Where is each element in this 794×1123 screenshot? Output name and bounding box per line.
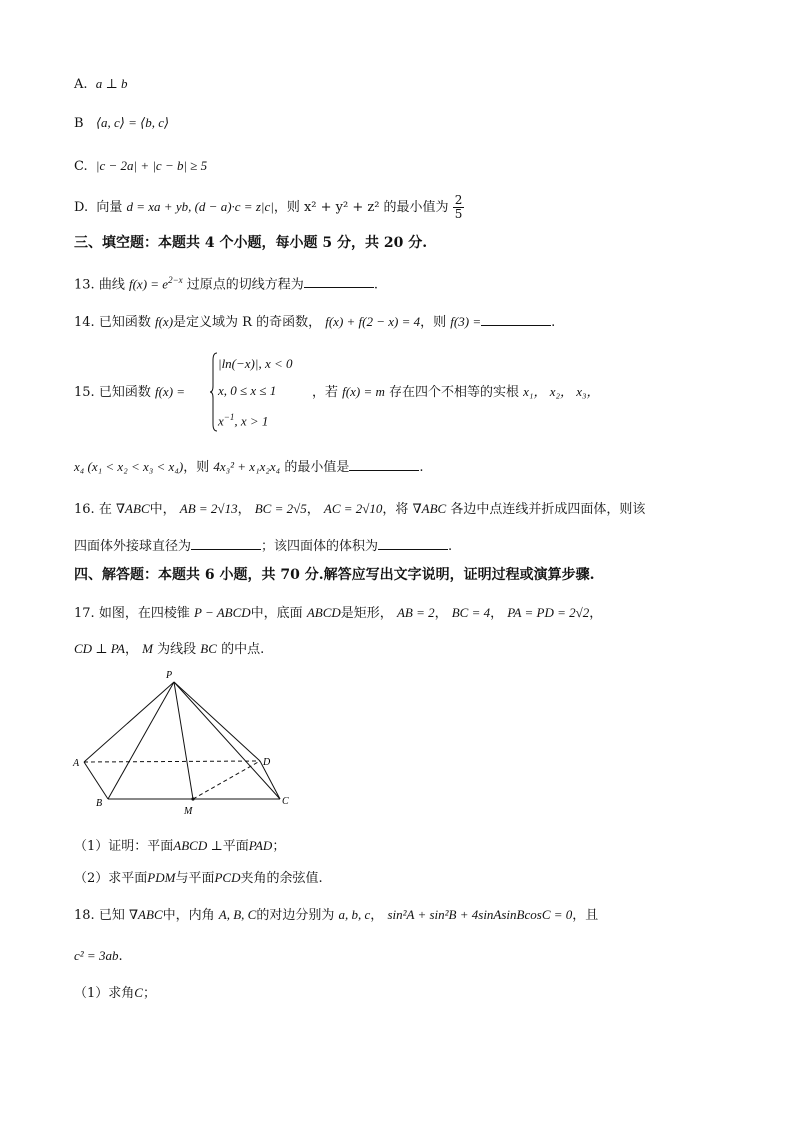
q17-expr-c: AB = 2 [396, 605, 435, 620]
q18-part1-a: （1）求角 [74, 986, 135, 1001]
q17-part1-b: 平面 [222, 839, 249, 854]
q16-diameter-blank [191, 535, 261, 550]
q15-roots: x₁， x₂， x₃， [523, 384, 600, 399]
q15-expr-b: f(x) = m [342, 384, 385, 399]
q17-part2-b: 与平面 [175, 871, 215, 886]
q15-piece-3-tail: , x > 1 [234, 413, 269, 429]
q15-piece-3 [218, 407, 268, 431]
question-18-part-1 [74, 983, 156, 1004]
edge-pa [84, 682, 174, 762]
q16-text-b: 中， [149, 502, 176, 517]
question-18-line-2 [74, 946, 123, 967]
edge-pb [108, 682, 174, 799]
question-15-cont [312, 382, 600, 403]
q17-part2-a: （2）求平面 [74, 871, 148, 886]
pyramid-figure [70, 668, 300, 820]
q16-end: . [448, 539, 453, 554]
q17-part1-expr-a: ABCD ⊥ [173, 838, 223, 853]
question-13 [74, 270, 378, 295]
q17-line2-expr-c: BC [200, 641, 217, 656]
q14-number: 14. [74, 315, 95, 330]
q17-text-b: 中，底面 [250, 606, 303, 621]
q17-line2-expr-a: CD ⊥ PA [74, 641, 125, 656]
q14-text-a: 已知函数 [98, 315, 151, 330]
edge-ad-hidden [84, 761, 260, 762]
q17-number: 17. [74, 606, 95, 621]
q17-part2-c: 夹角的余弦值. [240, 871, 323, 886]
q13-text-a: 曲线 [98, 277, 125, 293]
piecewise-brace [210, 352, 218, 432]
option-c-expr: |c − 2a| + |c − b| ≥ 5 [95, 158, 208, 173]
q18-expr-c: a, b, c [338, 907, 371, 922]
q15-text-b: ，若 [312, 385, 339, 400]
q15-number: 15. [74, 385, 95, 400]
q13-exponent: 2−x [168, 275, 183, 285]
q14-end: . [551, 315, 556, 330]
q15-answer-blank [349, 456, 419, 471]
q15-line2-text-a: ，则 [183, 460, 210, 475]
q16-volume-blank [378, 535, 448, 550]
q14-answer-blank [481, 311, 551, 326]
option-c [74, 156, 207, 177]
q18-text-b: 中，内角 [162, 908, 215, 923]
q15-line2-text-b: 的最小值是 [284, 460, 350, 475]
q15-line2-expr: x₄ (x₁ < x₂ < x₃ < x₄) [74, 459, 184, 474]
q15-text-c: 存在四个不相等的实根 [389, 385, 520, 400]
q16-expr-d: AC = 2√10 [323, 501, 383, 516]
edge-pd [174, 682, 260, 761]
q17-line2-expr-b: M [142, 641, 153, 656]
q15-text-a: 已知函数 [98, 385, 151, 400]
q16-text-c: ，将 [382, 502, 409, 517]
option-d-fraction [453, 194, 465, 221]
q17-expr-b: ABCD [306, 605, 341, 620]
q14-text-c: ，则 [420, 315, 447, 330]
q14-expr-c: f(3) = [450, 314, 482, 329]
q18-line2-end: . [118, 949, 123, 964]
q14-expr-b: f(x) + f(2 − x) = 4 [325, 314, 421, 329]
q18-line2-expr: c² = 3ab [74, 948, 119, 963]
question-17: 17. 如图，在四棱锥 P − ABCD中，底面 ABCD是矩形， AB = 2， BC = 4， PA = PD = 2√2， [74, 605, 603, 621]
question-14 [74, 311, 555, 333]
q17-part1-expr-b: PAD [248, 838, 273, 853]
point-m-dot [191, 797, 194, 800]
q15-expr-a: f(x) = [154, 384, 186, 399]
edge-md-hidden [193, 761, 260, 799]
option-d-expr: d = xa + yb, (d − a)·c = z|c| [126, 199, 274, 214]
option-b-expr: ⟨a, c⟩ = ⟨b, c⟩ [95, 115, 170, 130]
q13-end: . [373, 277, 378, 293]
option-a-label: A. [74, 77, 88, 92]
q18-part1-expr: C [134, 985, 143, 1000]
option-b-label: B [74, 116, 84, 131]
label-b: B [96, 798, 103, 809]
q16-line2-b: ；该四面体的体积为 [261, 539, 379, 554]
option-d-text: 向量 [96, 200, 123, 215]
fraction-numerator: 2 [454, 193, 463, 207]
option-a [74, 74, 128, 95]
q18-text-c: 的对边分别为 [256, 908, 335, 923]
q16-number: 16. [74, 502, 95, 517]
q17-part1-a: （1）证明：平面 [74, 839, 174, 854]
q18-part1-end: ； [142, 986, 156, 1001]
q15-piece-2-text: x, 0 ≤ x ≤ 1 [218, 383, 277, 398]
label-m: M [184, 806, 193, 817]
question-16: 16. 在 ∇ABC中， AB = 2√13， BC = 2√5， AC = 2√10，将 ∇ABC 各边中点连线并折成四面体，则该 [74, 501, 646, 517]
q17-expr-d: BC = 4 [451, 605, 491, 620]
q15-piece-3-exponent: −1 [223, 412, 235, 422]
q13-answer-blank [304, 273, 374, 288]
label-d: D [263, 757, 271, 768]
q15-end: . [419, 460, 424, 475]
q14-text-b: 是定义域为 R 的奇函数， [173, 315, 322, 330]
q16-line2-a: 四面体外接球直径为 [74, 539, 192, 554]
section-3-heading: 三、填空题：本题共 4 个小题，每小题 5 分，共 20 分. [74, 235, 428, 251]
q17-line2-text-c: 的中点. [221, 642, 265, 657]
q15-piece-3-base: x [218, 413, 224, 429]
q17-text-a: 如图，在四棱锥 [98, 606, 190, 621]
q17-part1-c: ； [272, 839, 286, 854]
question-17-part-1 [74, 836, 285, 857]
q13-number: 13. [74, 277, 95, 293]
q17-part2-expr-b: PCD [214, 870, 241, 885]
question-17-line-2 [74, 639, 264, 660]
section-4-heading: 四、解答题：本题共 6 小题，共 70 分.解答应写出文字说明，证明过程或演算步骤. [74, 567, 595, 583]
question-17-part-2 [74, 868, 323, 889]
q15-line2-expr-b: 4x₃² + x₁x₂x₄ [213, 459, 281, 474]
q18-text-d: ， [370, 908, 384, 923]
q18-text-a: 已知 [98, 908, 125, 923]
option-d-tail: ，则 x² + y² + z² 的最小值为 [273, 200, 449, 215]
option-a-expr: a ⊥ b [95, 76, 128, 91]
q16-text-d: 各边中点连线并折成四面体，则该 [450, 502, 646, 517]
q17-expr-e: PA = PD = 2√2 [507, 605, 590, 620]
q14-expr-a: f(x) [154, 314, 174, 329]
fraction-denominator: 5 [454, 207, 463, 221]
option-d [74, 194, 464, 221]
option-b [74, 113, 169, 134]
q16-text-a: 在 [98, 502, 112, 517]
question-16-line-2 [74, 535, 452, 557]
q18-number: 18. [74, 908, 95, 923]
label-c: C [282, 796, 289, 807]
q15-piece-2 [218, 381, 276, 401]
question-15-line-2 [74, 456, 423, 478]
question-15 [74, 382, 185, 403]
q17-line2-text-b: 为线段 [157, 642, 197, 657]
q17-line2-text-a: ， [125, 642, 139, 657]
option-c-label: C. [74, 159, 88, 174]
q15-piece-1: |ln(−x)|, x < 0 [218, 356, 293, 371]
label-p: P [166, 670, 173, 681]
question-18 [74, 905, 598, 926]
q17-expr-a: P − ABCD [193, 605, 251, 620]
q16-expr-a: ∇ABC [115, 501, 150, 516]
q17-part2-expr-a: PDM [147, 870, 176, 885]
q18-expr-a: ∇ABC [128, 907, 163, 922]
q16-expr-c: BC = 2√5 [254, 501, 307, 516]
q18-expr-b: A, B, C [218, 907, 257, 922]
q16-expr-e: ∇ABC [412, 501, 447, 516]
label-a: A [73, 758, 80, 769]
q13-text-b: 过原点的切线方程为 [186, 277, 304, 293]
q16-expr-b: AB = 2√13 [179, 501, 238, 516]
q18-text-e: ，且 [572, 908, 599, 923]
q13-expr: f(x) = e [128, 276, 169, 292]
q18-expr-d: sin²A + sin²B + 4sinAsinBcosC = 0 [387, 907, 573, 922]
option-d-label: D. [74, 200, 89, 215]
edge-ab [84, 762, 108, 799]
q17-text-c: 是矩形， [340, 606, 393, 621]
